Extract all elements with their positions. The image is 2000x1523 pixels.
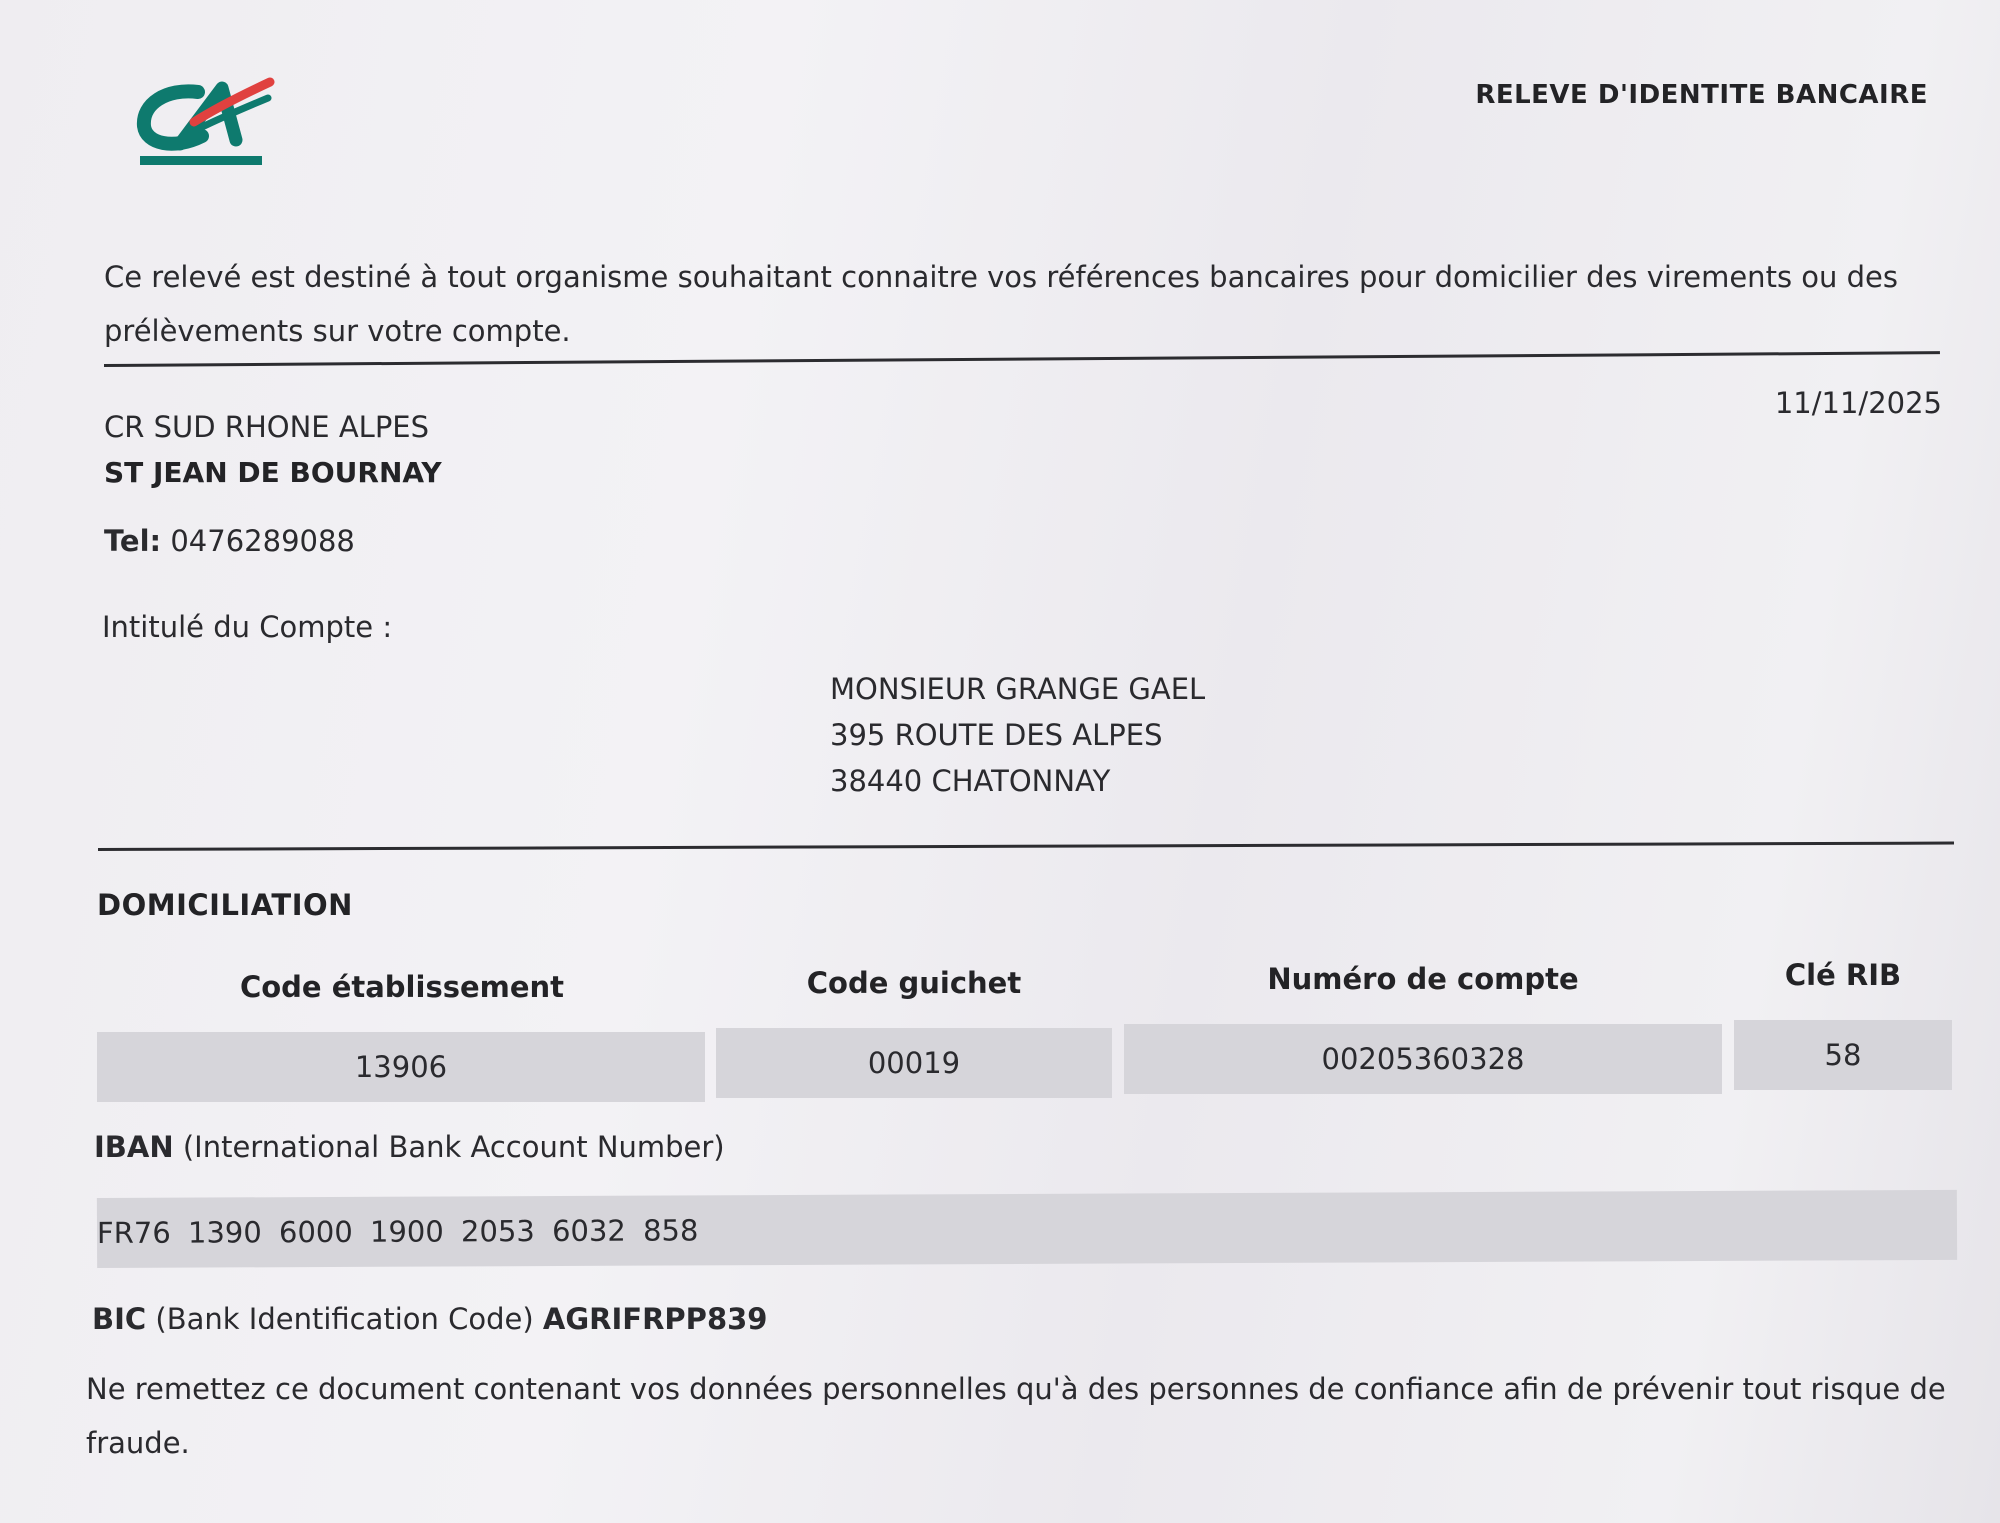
agency-name: CR SUD RHONE ALPES — [104, 410, 430, 444]
iban-box — [97, 1190, 1957, 1268]
agency-phone — [104, 524, 355, 558]
value-numero-compte: 00205360328 — [1124, 1024, 1722, 1094]
iban-value: FR76 1390 6000 1900 2053 6032 858 — [96, 1213, 699, 1250]
column-header-code-etablissement: Code établissement — [239, 970, 565, 1004]
document-date: 11/11/2025 — [1774, 386, 1942, 420]
document-title: RELEVE D'IDENTITE BANCAIRE — [1475, 80, 1928, 110]
holder-address-line1: 395 ROUTE DES ALPES — [830, 718, 1163, 752]
column-header-cle-rib: Clé RIB — [1784, 958, 1902, 992]
agency-city: ST JEAN DE BOURNAY — [104, 456, 442, 489]
iban-label-description: (International Bank Account Number) — [182, 1130, 725, 1164]
holder-name: MONSIEUR GRANGE GAEL — [830, 672, 1206, 706]
divider — [98, 842, 1954, 851]
iban-label-short: IBAN — [94, 1130, 174, 1164]
account-label: Intitulé du Compte : — [102, 610, 393, 644]
column-header-code-guichet: Code guichet — [806, 966, 1022, 1000]
bic-label: BIC — [92, 1302, 147, 1336]
bic-line — [92, 1302, 767, 1336]
column-header-numero-compte: Numéro de compte — [1267, 962, 1579, 996]
phone-number: 0476289088 — [170, 524, 355, 558]
credit-agricole-logo-icon — [136, 70, 276, 170]
bic-value: AGRIFRPP839 — [542, 1302, 768, 1336]
warning-text: Ne remettez ce document contenant vos données personnelles qu'à des personnes de confiance afin de prévenir tout risque de fraude. — [86, 1372, 1946, 1460]
bic-description: (Bank Identification Code) — [155, 1302, 534, 1336]
iban-label — [94, 1130, 725, 1164]
phone-label: Tel: — [104, 524, 162, 558]
intro-text: Ce relevé est destiné à tout organisme souhaitant connaitre vos références bancaires pour domicilier des virements ou des prélèvements sur votre compte. — [104, 260, 1898, 348]
holder-address-line2: 38440 CHATONNAY — [830, 764, 1111, 798]
value-code-etablissement: 13906 — [97, 1032, 705, 1102]
value-cle-rib: 58 — [1734, 1020, 1952, 1090]
value-code-guichet: 00019 — [716, 1028, 1112, 1098]
account-holder — [830, 666, 1205, 804]
domiciliation-title: DOMICILIATION — [97, 888, 353, 922]
